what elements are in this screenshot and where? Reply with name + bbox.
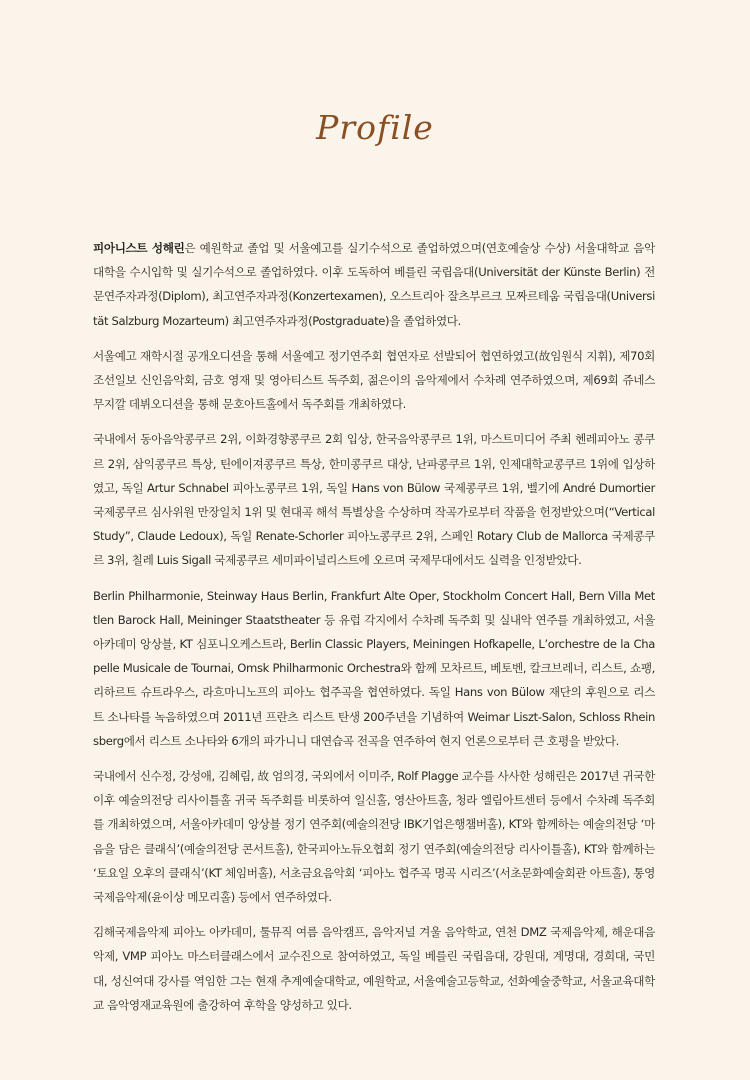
pianist-name: 피아니스트 성해린: [93, 241, 185, 255]
page-title: Profile: [316, 108, 434, 147]
profile-body: [93, 236, 655, 1028]
profile-paragraph: 국내에서 동아음악콩쿠르 2위, 이화경향콩쿠르 2회 입상, 한국음악콩쿠르 1위, 마스트미디어 주최 헨레피아노 콩쿠르 2위, 삼익콩쿠르 특상, 틴에이져콩쿠르 특상, 한미콩쿠르 대상, 난파콩쿠르 1위, 인제대학교콩쿠르 1위에 입상하였고, 독일 Artur Schnabel 피아노콩쿠르 1위, 독일 Hans von Bülow 국제콩쿠르 1위, 벨기에 André Dumortier 국제콩쿠르 심사위원 만장일치 1위 및 현대곡 해석 특별상을 수상하며 작곡가로부터 작품을 헌정받았으며(“Vertical Study”, Claude Ledoux), 독일 Renate-Schorler 피아노콩쿠르 2위, 스페인 Rotary Club de Mallorca 국제콩쿠르 3위, 칠레 Luis Sigall 국제콩쿠르 세미파이널리스트에 오르며 국제무대에서도 실력을 인정받았다.: [93, 432, 655, 568]
profile-paragraph: Berlin Philharmonie, Steinway Haus Berlin, Frankfurt Alte Oper, Stockholm Concert Hall, Bern Villa Mettlen Barock Hall, Meininger Staatstheater 등 유럽 각지에서 수차례 독주회 및 실내악 연주를 개최하였고, 서울아카데미 앙상블, KT 심포니오케스트라, Berlin Classic Players, Meiningen Hofkapelle, L’orchestre de la Chapelle Musicale de Tournai, Omsk Philharmonic Orchestra와 함께 모차르트, 베토벤, 칼크브레너, 리스트, 쇼팽, 리하르트 슈트라우스, 라흐마니노프의 피아노 협주곡을 협연하였다. 독일 Hans von Bülow 재단의 후원으로 리스트 소나타를 녹음하였으며 2011년 프란츠 리스트 탄생 200주년을 기념하여 Weimar Liszt-Salon, Schloss Rheinsberg에서 리스트 소나타와 6개의 파가니니 대연습곡 전곡을 연주하여 현지 언론으로부터 큰 호평을 받았다.: [93, 588, 655, 748]
profile-paragraph: 서울예고 재학시절 공개오디션을 통해 서울예고 정기연주회 협연자로 선발되어 협연하였고(故임원식 지휘), 제70회 조선일보 신인음악회, 금호 영재 및 영아티스트 독주회, 젊은이의 음악제에서 수차례 연주하였으며, 제69회 쥬네스 무지깔 데뷔오디션을 통해 문호아트홀에서 독주회를 개최하였다.: [93, 348, 655, 412]
profile-paragraph: 김해국제음악제 피아노 아카데미, 툴뮤직 여름 음악캠프, 음악저널 겨울 음악학교, 연천 DMZ 국제음악제, 해운대음악제, VMP 피아노 마스터클래스에서 교수진으로 참여하였고, 독일 베를린 국립음대, 강원대, 계명대, 경희대, 국민대, 성신여대 강사를 역임한 그는 현재 추계예술대학교, 예원학교, 서울예술고등학교, 선화예술중학교, 서울교육대학교 음악영재교육원에 출강하여 후학을 양성하고 있다.: [93, 925, 655, 1012]
paragraph-text: 은 예원학교 졸업 및 서울예고를 실기수석으로 졸업하였으며(연호예술상 수상) 서울대학교 음악대학을 수시입학 및 실기수석으로 졸업하였다. 이후 도독하여 베를린 국립음대(Universität der Künste Berlin) 전문연주자과정(Diplom), 최고연주자과정(Konzertexamen), 오스트리아 잘츠부르크 모짜르테움 국립음대(Universität Salzburg Mozarteum) 최고연주자과정(Postgraduate)을 졸업하였다.: [93, 241, 655, 328]
profile-paragraph: [93, 236, 655, 333]
profile-paragraph: 국내에서 신수정, 강성애, 김혜림, 故 엄의경, 국외에서 이미주, Rolf Plagge 교수를 사사한 성해린은 2017년 귀국한 이후 예술의전당 리사이틀홀 귀국 독주회를 비롯하여 일신홀, 영산아트홀, 청라 엘림아트센터 등에서 수차례 독주회를 개최하였으며, 서울아카데미 앙상블 정기 연주회(예술의전당 IBK기업은행챔버홀), KT와 함께하는 예술의전당 ‘마음을 담은 클래식’(예술의전당 콘서트홀), 한국피아노듀오협회 정기 연주회(예술의전당 리사이틀홀), KT와 함께하는 ‘토요일 오후의 클래식’(KT 체임버홀), 서초금요음악회 ‘피아노 협주곡 명곡 시리즈’(서초문화예술회관 아트홀), 통영국제음악제(윤이상 메모리홀) 등에서 연주하였다.: [93, 769, 655, 905]
